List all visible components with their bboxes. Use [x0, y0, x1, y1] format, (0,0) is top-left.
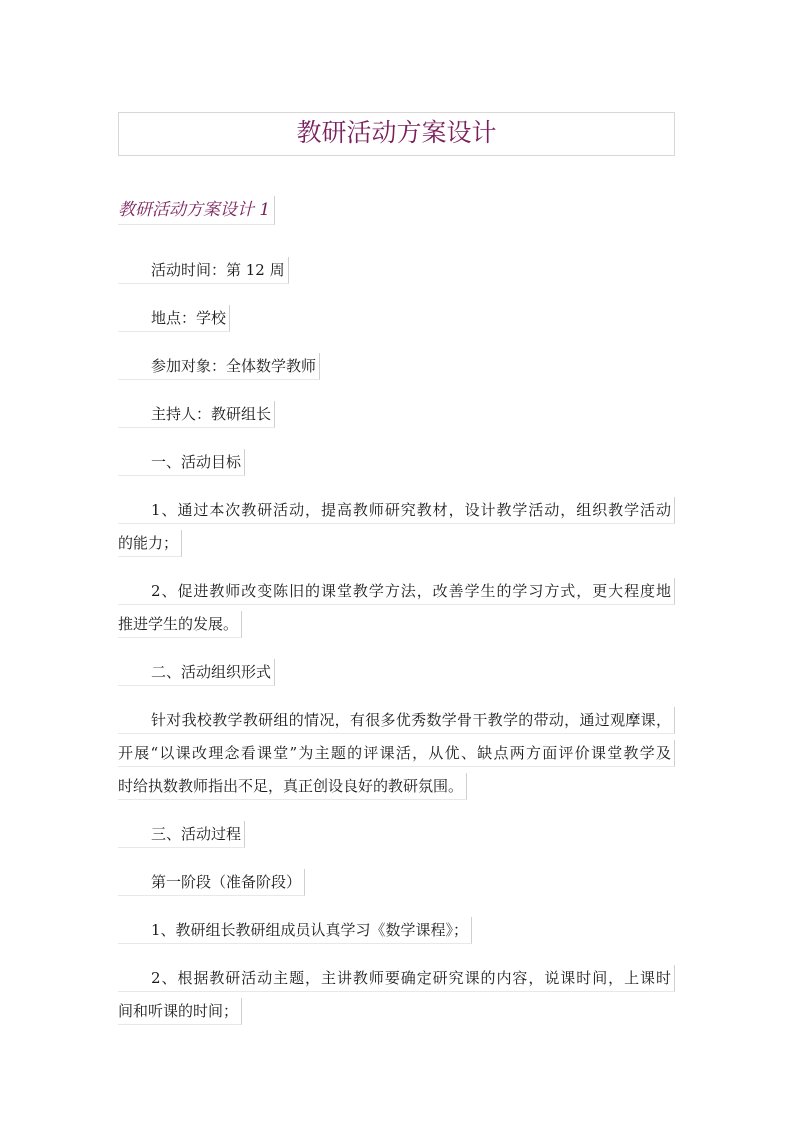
goal-1-line-2: 的能力；	[118, 530, 182, 557]
stage-1-step-2-line-1: 2、根据教研活动主题，主讲教师要确定研究课的内容，说课时间，上课时	[118, 965, 675, 992]
document-title: 教研活动方案设计	[118, 112, 675, 156]
stage-1-step-1: 1、教研组长教研组成员认真学习《数学课程》；	[118, 917, 472, 944]
goal-2-line-2: 推进学生的发展。	[118, 611, 242, 638]
organization-para-line-2: 开展“以课改理念看课堂”为主题的评课活，从优、缺点两方面评价课堂教学及	[118, 740, 675, 767]
activity-time-line: 活动时间：第 12 周	[118, 257, 289, 284]
heading-goals: 一、活动目标	[118, 449, 245, 476]
organization-para-line-1: 针对我校教学教研组的情况，有很多优秀数学骨干教学的带动，通过观摩课，	[118, 707, 675, 734]
participants-line: 参加对象：全体数学教师	[118, 353, 320, 380]
goal-2-line-1: 2、促进教师改变陈旧的课堂教学方法，改善学生的学习方式，更大程度地	[118, 578, 675, 605]
location-line: 地点：学校	[118, 305, 230, 332]
section-heading: 教研活动方案设计 1	[118, 196, 275, 225]
heading-organization: 二、活动组织形式	[118, 659, 275, 686]
host-line: 主持人：教研组长	[118, 401, 275, 428]
stage-1-step-2-line-2: 间和听课的时间；	[118, 998, 242, 1025]
stage-1-heading: 第一阶段（准备阶段）	[118, 869, 305, 896]
heading-process: 三、活动过程	[118, 821, 245, 848]
organization-para-line-3: 时给执数教师指出不足，真正创设良好的教研氛围。	[118, 773, 467, 800]
goal-1-line-1: 1、通过本次教研活动，提高教师研究教材，设计教学活动，组织教学活动	[118, 497, 675, 524]
